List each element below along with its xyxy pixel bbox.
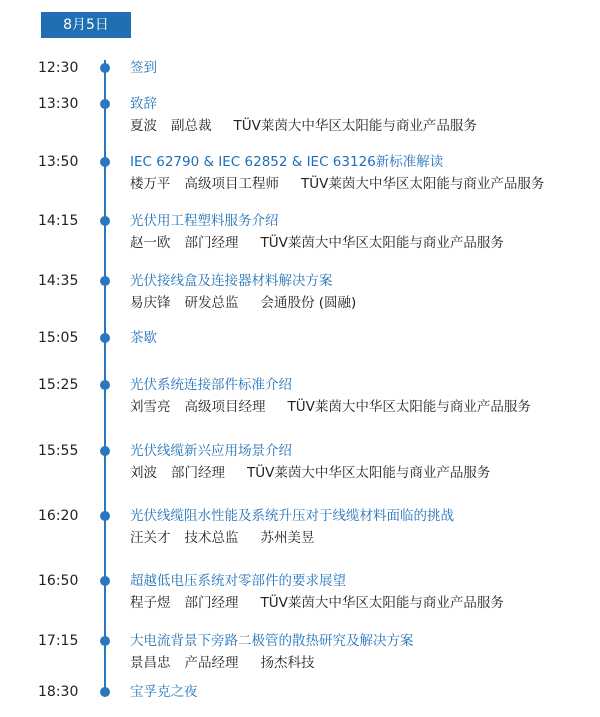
speaker-name: 程子煜 — [130, 595, 171, 611]
speaker-line — [130, 234, 504, 252]
speaker-line — [130, 117, 477, 135]
timeline-dot — [100, 446, 110, 456]
session-title: 光伏系统连接部件标准介绍 — [130, 377, 292, 393]
speaker-role: 产品经理 — [184, 655, 239, 671]
speaker-line — [130, 464, 490, 482]
schedule-time: 17:15 — [38, 633, 79, 649]
speaker-role: 部门经理 — [171, 465, 225, 481]
session-title: 宝孚克之夜 — [130, 684, 198, 700]
schedule-time: 16:50 — [38, 573, 79, 589]
speaker-name: 景昌忠 — [130, 655, 171, 671]
timeline-dot — [100, 576, 110, 586]
speaker-role: 副总裁 — [171, 118, 212, 134]
schedule-time: 13:50 — [38, 154, 79, 170]
timeline-dot — [100, 216, 110, 226]
speaker-role: 高级项目工程师 — [184, 176, 279, 192]
speaker-name: 赵一欧 — [130, 235, 171, 251]
timeline-dot — [100, 333, 110, 343]
speaker-role: 技术总监 — [184, 530, 239, 546]
speaker-line — [130, 529, 315, 547]
speaker-line — [130, 654, 315, 672]
speaker-name: 易庆锋 — [130, 295, 171, 311]
schedule-time: 15:25 — [38, 377, 79, 393]
session-title: 超越低电压系统对零部件的要求展望 — [130, 573, 346, 589]
session-title: 光伏线缆阻水性能及系统升压对于线缆材料面临的挑战 — [130, 508, 454, 524]
date-tag: 8月5日 — [41, 12, 131, 38]
speaker-role: 部门经理 — [184, 235, 239, 251]
session-title: 致辞 — [130, 96, 157, 112]
speaker-role: 部门经理 — [184, 595, 239, 611]
schedule-time: 14:35 — [38, 273, 79, 289]
speaker-line — [130, 594, 504, 612]
session-title: 光伏线缆新兴应用场景介绍 — [130, 443, 292, 459]
schedule-time: 12:30 — [38, 60, 79, 76]
speaker-line — [130, 294, 356, 312]
timeline-dot — [100, 99, 110, 109]
timeline-dot — [100, 63, 110, 73]
speaker-org: 扬杰科技 — [260, 655, 315, 671]
speaker-name: 汪关才 — [130, 530, 171, 546]
speaker-org: 苏州美昱 — [260, 530, 315, 546]
speaker-org: TÜV莱茵大中华区太阳能与商业产品服务 — [233, 118, 477, 134]
speaker-name: 刘雪亮 — [130, 399, 171, 415]
speaker-org: TÜV莱茵大中华区太阳能与商业产品服务 — [260, 595, 504, 611]
timeline-dot — [100, 380, 110, 390]
session-title: 签到 — [130, 60, 157, 76]
schedule-time: 15:55 — [38, 443, 79, 459]
speaker-org: TÜV莱茵大中华区太阳能与商业产品服务 — [287, 399, 531, 415]
session-title: 茶歇 — [130, 330, 157, 346]
timeline-dot — [100, 636, 110, 646]
speaker-name: 夏波 — [130, 118, 157, 134]
speaker-role: 研发总监 — [184, 295, 239, 311]
schedule-time: 18:30 — [38, 684, 79, 700]
speaker-name: 刘波 — [130, 465, 157, 481]
session-title: 光伏接线盒及连接器材料解决方案 — [130, 273, 333, 289]
session-title: IEC 62790 & IEC 62852 & IEC 63126新标准解读 — [130, 154, 444, 170]
speaker-org: TÜV莱茵大中华区太阳能与商业产品服务 — [260, 235, 504, 251]
timeline-dot — [100, 687, 110, 697]
speaker-org: TÜV莱茵大中华区太阳能与商业产品服务 — [301, 176, 545, 192]
schedule-time: 14:15 — [38, 213, 79, 229]
speaker-line — [130, 175, 544, 193]
timeline-dot — [100, 276, 110, 286]
timeline-dot — [100, 157, 110, 167]
speaker-line — [130, 398, 531, 416]
speaker-org: 会通股份 (圆融) — [260, 295, 357, 311]
schedule-time: 13:30 — [38, 96, 79, 112]
speaker-role: 高级项目经理 — [184, 399, 266, 415]
timeline-dot — [100, 511, 110, 521]
speaker-org: TÜV莱茵大中华区太阳能与商业产品服务 — [247, 465, 491, 481]
session-title: 大电流背景下旁路二极管的散热研究及解决方案 — [130, 633, 414, 649]
session-title: 光伏用工程塑料服务介绍 — [130, 213, 279, 229]
timeline-line — [104, 60, 106, 693]
speaker-name: 楼万平 — [130, 176, 171, 192]
schedule-time: 15:05 — [38, 330, 79, 346]
schedule-time: 16:20 — [38, 508, 79, 524]
